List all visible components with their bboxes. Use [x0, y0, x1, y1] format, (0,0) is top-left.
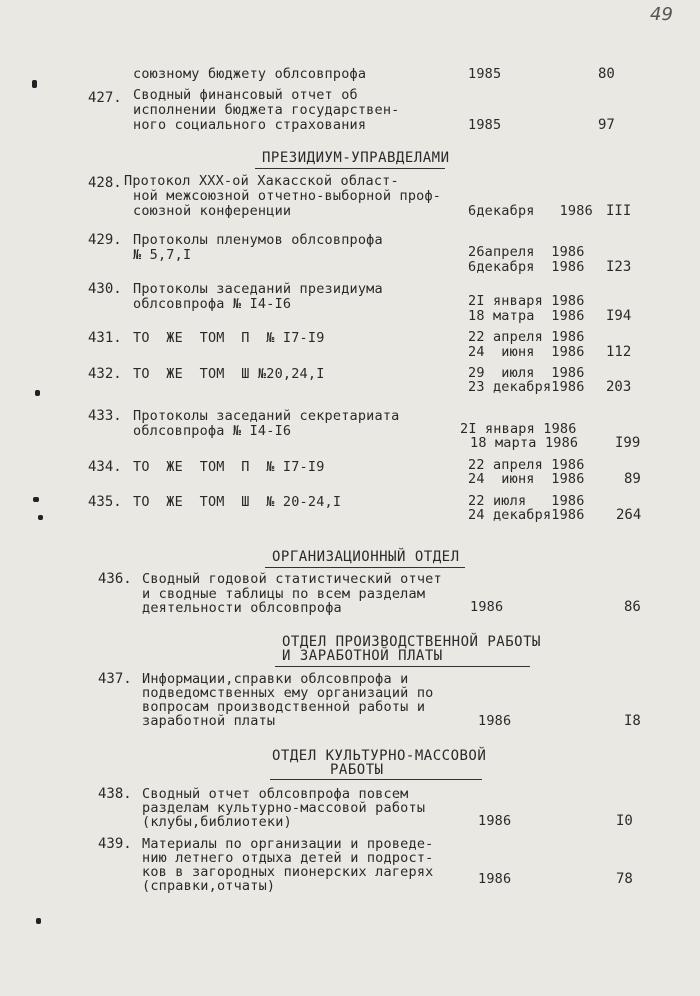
heading-underline	[255, 168, 445, 169]
entry-title-line: ТО ЖЕ ТОМ Ш №20,24,I	[133, 366, 325, 382]
entry-number: 435.	[88, 494, 122, 510]
entry-sheet-count: 112	[606, 344, 632, 360]
entry-number: 429.	[88, 232, 122, 248]
entry-sheet-count: I94	[606, 308, 632, 324]
entry-sheet-count: 203	[606, 379, 632, 395]
entry-date: 1986	[478, 813, 512, 829]
entry-number: 434.	[88, 459, 122, 475]
entry-title-line: Сводный финансовый отчет об	[133, 87, 358, 103]
entry-date: 24 июня 1986	[468, 344, 585, 360]
entry-title-line: заработной платы	[142, 713, 276, 729]
entry-title-line: нию летнего отдыха детей и подрост-	[142, 850, 434, 866]
entry-date: 24 декабря1986	[468, 507, 585, 523]
entry-date: 1985	[468, 66, 502, 82]
entry-date: 22 апреля 1986	[468, 329, 585, 345]
entry-date: 23 декабря1986	[468, 379, 585, 395]
entry-title-line: Сводный годовой статистический отчет	[142, 571, 442, 587]
entry-sheet-count: I23	[606, 259, 632, 275]
entry-title-line: разделам культурно-массовой работы	[142, 800, 426, 816]
entry-title-line: ной межсоюзной отчетно-выборной проф-	[133, 188, 442, 204]
entry-date: 22 апреля 1986	[468, 457, 585, 473]
entry-title-line: (справки,отчаты)	[142, 878, 276, 894]
punch-hole-mark	[36, 918, 41, 924]
entry-title-line: ТО ЖЕ ТОМ П № I7-I9	[133, 330, 325, 346]
entry-title-line: и сводные таблицы по всем разделам	[142, 586, 426, 602]
entry-title-line: ТО ЖЕ ТОМ Ш № 20-24,I	[133, 494, 342, 510]
entry-title-line: облсовпрофа № I4-I6	[133, 423, 292, 439]
entry-sheet-count: 264	[616, 507, 642, 523]
entry-title-line: Протокол XXX-ой Хакасской област-	[124, 173, 399, 189]
entry-date: 1986	[470, 599, 504, 615]
entry-sheet-count: 89	[624, 471, 641, 487]
entry-date: 18 матра 1986	[468, 308, 585, 324]
entry-title-line: Протоколы пленумов облсовпрофа	[133, 232, 383, 248]
section-heading: ОТДЕЛ ПРОИЗВОДСТВЕННОЙ РАБОТЫ	[282, 634, 541, 650]
heading-underline	[265, 567, 465, 568]
entry-title-line: Протоколы заседаний президиума	[133, 281, 383, 297]
entry-number: 431.	[88, 330, 122, 346]
entry-sheet-count: I0	[616, 813, 633, 829]
entry-title-line: Материалы по организации и проведе-	[142, 836, 434, 852]
entry-title-line: исполнении бюджета государствен-	[133, 102, 400, 118]
entry-number: 436.	[98, 571, 132, 587]
punch-hole-mark	[33, 497, 39, 502]
entry-title-line: союзному бюджету облсовпрофа	[133, 66, 367, 82]
entry-number: 430.	[88, 281, 122, 297]
entry-title-line: вопросам производственной работы и	[142, 699, 426, 715]
entry-title-line: ков в загородных пионерских лагерях	[142, 864, 434, 880]
section-heading: РАБОТЫ	[330, 762, 384, 778]
entry-title-line: № 5,7,I	[133, 247, 192, 263]
entry-date: 26апреля 1986	[468, 244, 585, 260]
entry-date: 22 июля 1986	[468, 493, 585, 509]
entry-date: 6декабря 1986	[468, 203, 593, 219]
entry-title-line: союзной конференции	[133, 203, 292, 219]
entry-date: 24 июня 1986	[468, 471, 585, 487]
entry-sheet-count: I8	[624, 713, 641, 729]
entry-title-line: облсовпрофа № I4-I6	[133, 296, 292, 312]
entry-number: 439.	[98, 836, 132, 852]
entry-date: 1985	[468, 117, 502, 133]
punch-hole-mark	[38, 515, 43, 520]
entry-sheet-count: 78	[616, 871, 633, 887]
entry-sheet-count: 80	[598, 66, 615, 82]
entry-title-line: Протоколы заседаний секретариата	[133, 408, 400, 424]
entry-date: 1986	[478, 713, 512, 729]
section-heading: ПРЕЗИДИУМ-УПРАВДЕЛАМИ	[262, 150, 450, 166]
entry-number: 427.	[88, 90, 122, 106]
entry-date: 6декабря 1986	[468, 259, 585, 275]
entry-date: 29 июля 1986	[468, 365, 585, 381]
entry-title-line: ТО ЖЕ ТОМ П № I7-I9	[133, 459, 325, 475]
entry-title-line: (клубы,библиотеки)	[142, 814, 292, 830]
punch-hole-mark	[35, 390, 40, 396]
entry-number: 432.	[88, 366, 122, 382]
entry-sheet-count: 97	[598, 117, 615, 133]
entry-number: 438.	[98, 786, 132, 802]
entry-number: 437.	[98, 671, 132, 687]
section-heading: И ЗАРАБОТНОЙ ПЛАТЫ	[282, 648, 443, 664]
entry-sheet-count: III	[606, 203, 632, 219]
heading-underline	[270, 779, 482, 780]
entry-date: 2I января 1986	[468, 293, 585, 309]
entry-title-line: ного социального страхования	[133, 117, 367, 133]
entry-date: 1986	[478, 871, 512, 887]
entry-title-line: Сводный отчет облсовпрофа повсем	[142, 786, 409, 802]
entry-date: 2I января 1986	[460, 421, 577, 437]
section-heading: ОРГАНИЗАЦИОННЫЙ ОТДЕЛ	[272, 549, 460, 565]
entry-title-line: Информации,справки облсовпрофа и	[142, 671, 409, 687]
entry-sheet-count: 86	[624, 599, 641, 615]
section-heading: ОТДЕЛ КУЛЬТУРНО-МАССОВОЙ	[272, 748, 487, 764]
page-number: 49	[650, 4, 673, 25]
entry-number: 428.	[88, 175, 122, 191]
entry-date: 18 марта 1986	[470, 435, 579, 451]
punch-hole-mark	[32, 80, 37, 88]
entry-title-line: подведомственных ему организаций по	[142, 685, 434, 701]
entry-title-line: деятельности облсовпрофа	[142, 600, 342, 616]
heading-underline	[275, 666, 530, 667]
entry-sheet-count: I99	[615, 435, 641, 451]
entry-number: 433.	[88, 408, 122, 424]
